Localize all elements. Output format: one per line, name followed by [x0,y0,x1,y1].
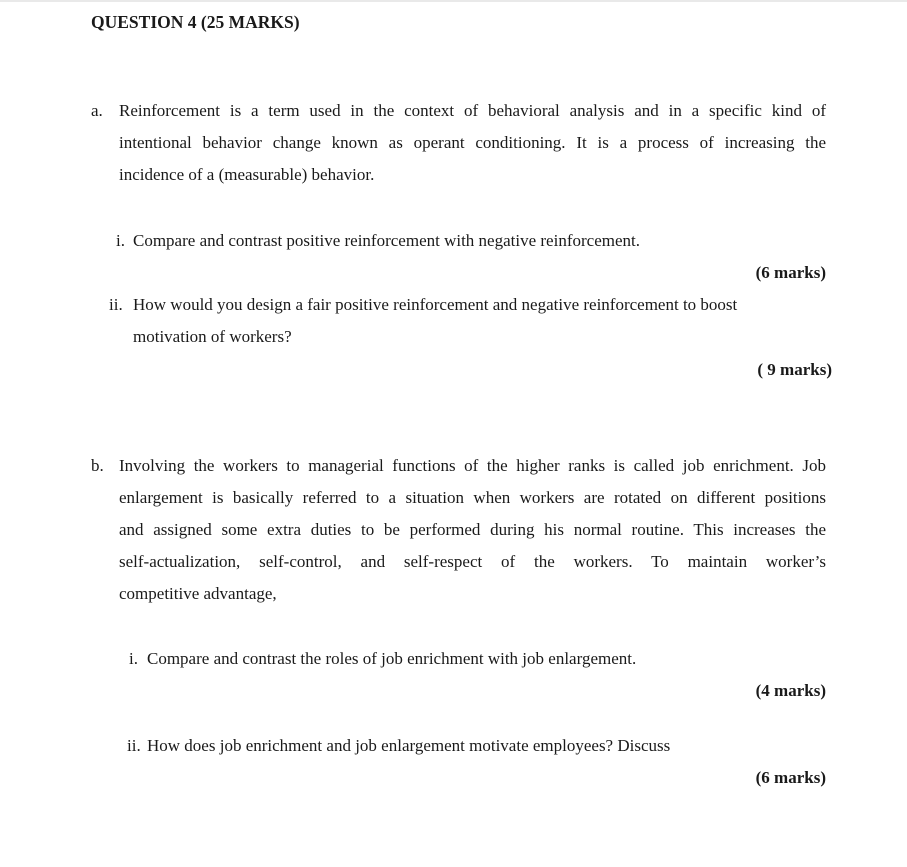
part-a-ii-marker: ii. [109,295,123,314]
part-b-i-text: Compare and contrast the roles of job enrichment with job enlargement. [147,649,637,668]
part-a-line-1: Reinforcement is a term used in the context of behavioral analysis and in a specific kind of [119,101,826,120]
part-b-ii-marker: ii. [127,736,141,755]
part-a-i-marker: i. [116,231,125,250]
part-a-line-2: intentional behavior change known as operant conditioning. It is a process of increasing the [119,133,826,152]
part-b-ii-marks: (6 marks) [755,768,826,787]
part-a-line-3: incidence of a (measurable) behavior. [119,165,375,184]
part-a-ii-line-1: How would you design a fair positive reinforcement and negative reinforcement to boost [133,295,738,314]
part-a-i-text: Compare and contrast positive reinforcement with negative reinforcement. [133,231,640,250]
part-b-line-2: enlargement is basically referred to a situation when workers are rotated on different positions [119,488,826,507]
part-b-ii-text: How does job enrichment and job enlargement motivate employees? Discuss [147,736,671,755]
part-b-marker: b. [91,456,104,475]
question-heading: QUESTION 4 (25 MARKS) [91,12,300,32]
part-b-line-3: and assigned some extra duties to be performed during his normal routine. This increases the [119,520,826,539]
part-b-i-marks: (4 marks) [755,681,826,700]
part-a-marker: a. [91,101,103,120]
part-a-ii-line-2: motivation of workers? [133,327,292,346]
part-b-line-1: Involving the workers to managerial functions of the higher ranks is called job enrichment. Job [119,456,826,475]
part-a-i-marks: (6 marks) [755,263,826,282]
part-b-line-5: competitive advantage, [119,584,277,603]
part-b-i-marker: i. [129,649,138,668]
top-border [0,0,907,2]
part-b-line-4: self-actualization, self-control, and self-respect of the workers. To maintain worker’s [119,552,826,571]
part-a-ii-marks: ( 9 marks) [757,360,832,379]
